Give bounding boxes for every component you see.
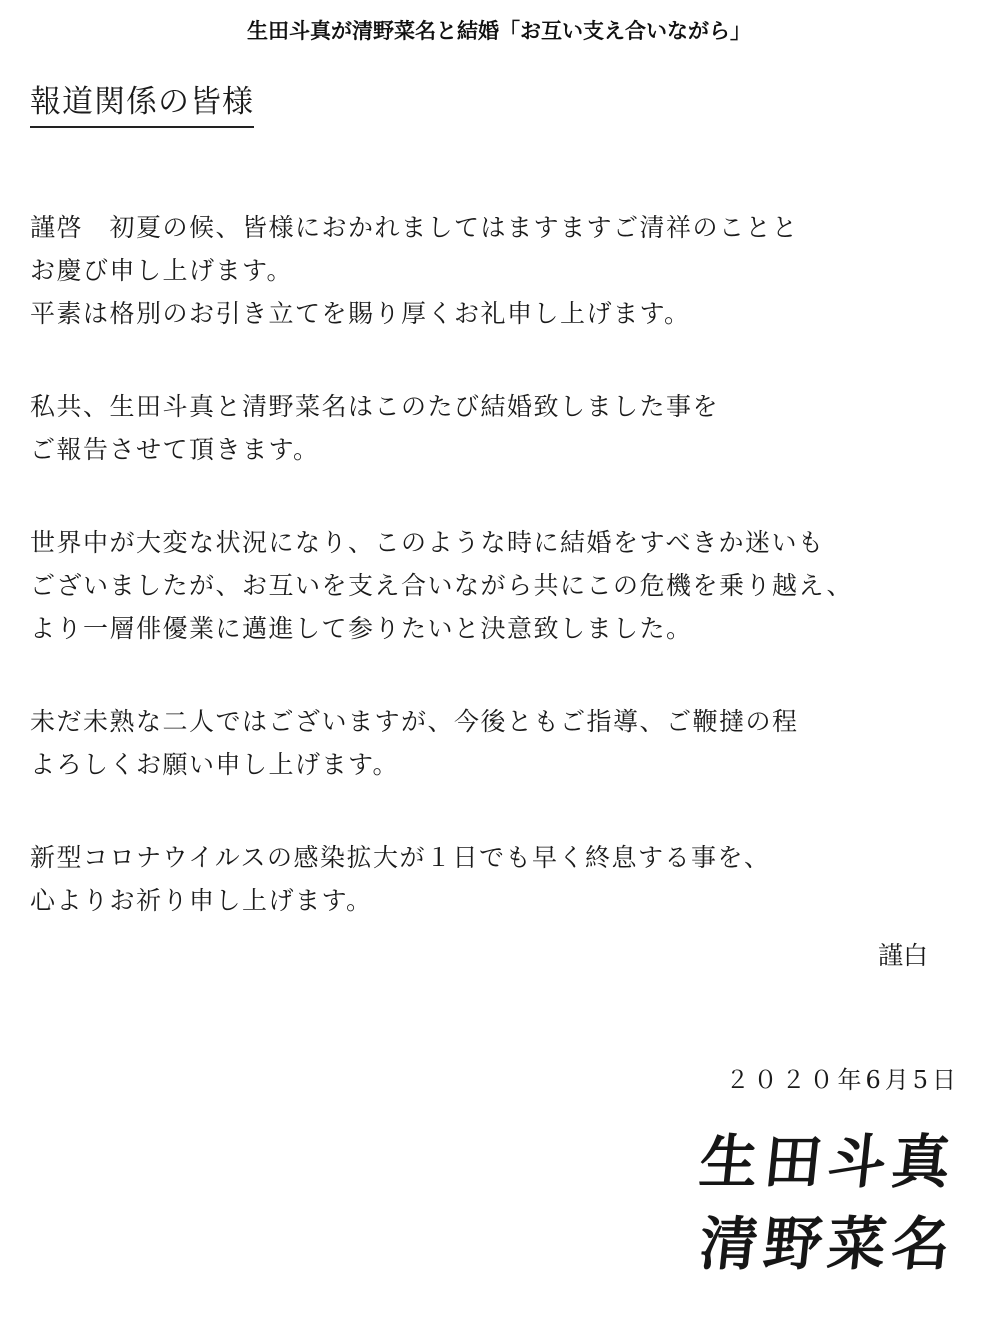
signature-ikuta: 生田斗真	[696, 1128, 960, 1196]
headline: 生田斗真が清野菜名と結婚「お互い支え合いながら」	[247, 19, 751, 43]
paragraph-resolve	[30, 521, 960, 650]
paragraph-announcement	[30, 385, 960, 471]
body-line: 世界中が大変な状況になり、このような時に結婚をすべきか迷いも	[30, 528, 825, 557]
body-line: 私共、生田斗真と清野菜名はこのたび結婚致しました事を	[30, 392, 720, 421]
letter-body	[30, 206, 960, 972]
body-line: 平素は格別のお引き立てを賜り厚くお礼申し上げます。	[30, 299, 691, 328]
paragraph-greeting	[30, 206, 960, 335]
letter-date: ２０２０年6月5日	[725, 1066, 960, 1094]
body-line: よろしくお願い申し上げます。	[30, 750, 400, 779]
body-line: 謹啓 初夏の候、皆様におかれましてはますますご清祥のことと	[30, 213, 799, 242]
paragraph-prayer	[30, 836, 960, 922]
signature-kiyono: 清野菜名	[696, 1210, 960, 1278]
body-line: お慶び申し上げます。	[30, 256, 294, 285]
letter-closing: 謹白	[877, 941, 928, 970]
body-line: より一層俳優業に邁進して参りたいと決意致しました。	[30, 614, 693, 643]
body-line: ございましたが、お互いを支え合いながら共にこの危機を乗り越え、	[30, 571, 854, 600]
body-line: ご報告させて頂きます。	[30, 435, 320, 464]
body-line: 新型コロナウイルスの感染拡大が１日でも早く終息する事を、	[30, 843, 771, 872]
letter-addressee: 報道関係の皆様	[30, 82, 254, 128]
body-line: 心よりお祈り申し上げます。	[30, 886, 373, 915]
body-line: 未だ未熟な二人ではございますが、今後ともご指導、ご鞭撻の程	[30, 707, 799, 736]
paragraph-request	[30, 700, 960, 786]
handwritten-signature	[696, 1120, 970, 1310]
